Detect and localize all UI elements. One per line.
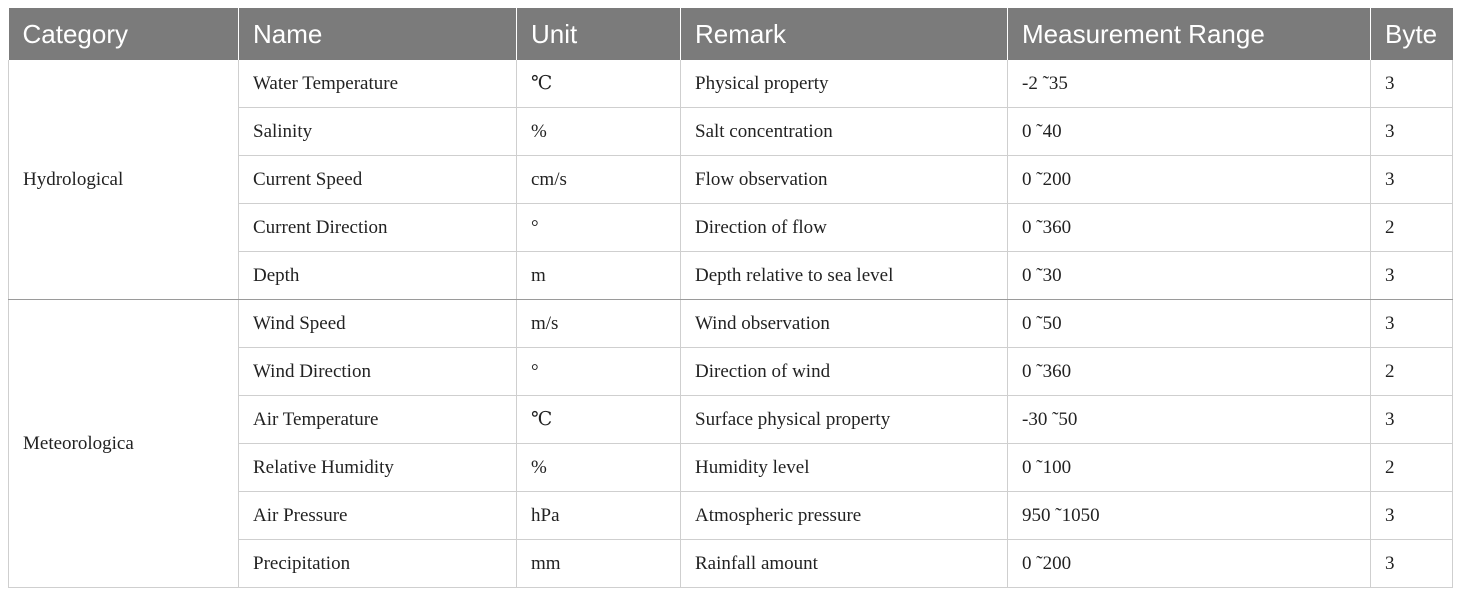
data-table-container xyxy=(8,8,1452,588)
range-cell: 0 ˜100 xyxy=(1008,444,1371,492)
name-cell: Air Temperature xyxy=(239,396,517,444)
range-cell: 0 ˜50 xyxy=(1008,300,1371,348)
header-category: Category xyxy=(9,8,239,60)
header-remark: Remark xyxy=(681,8,1008,60)
unit-cell: mm xyxy=(517,540,681,588)
remark-cell: Humidity level xyxy=(681,444,1008,492)
remark-cell: Rainfall amount xyxy=(681,540,1008,588)
name-cell: Air Pressure xyxy=(239,492,517,540)
name-cell: Wind Speed xyxy=(239,300,517,348)
unit-cell: m/s xyxy=(517,300,681,348)
table-row xyxy=(9,300,1453,348)
range-cell: -30 ˜50 xyxy=(1008,396,1371,444)
unit-cell: m xyxy=(517,252,681,300)
byte-cell: 3 xyxy=(1371,60,1453,108)
header-row xyxy=(9,8,1453,60)
name-cell: Current Speed xyxy=(239,156,517,204)
range-cell: 0 ˜30 xyxy=(1008,252,1371,300)
unit-cell: ℃ xyxy=(517,396,681,444)
remark-cell: Direction of flow xyxy=(681,204,1008,252)
name-cell: Salinity xyxy=(239,108,517,156)
unit-cell: % xyxy=(517,444,681,492)
byte-cell: 2 xyxy=(1371,204,1453,252)
byte-cell: 3 xyxy=(1371,108,1453,156)
category-cell-hydrological: Hydrological xyxy=(9,60,239,300)
remark-cell: Surface physical property xyxy=(681,396,1008,444)
parameters-table xyxy=(8,8,1453,588)
remark-cell: Direction of wind xyxy=(681,348,1008,396)
remark-cell: Salt concentration xyxy=(681,108,1008,156)
remark-cell: Wind observation xyxy=(681,300,1008,348)
remark-cell: Atmospheric pressure xyxy=(681,492,1008,540)
name-cell: Water Temperature xyxy=(239,60,517,108)
remark-cell: Depth relative to sea level xyxy=(681,252,1008,300)
unit-cell: % xyxy=(517,108,681,156)
category-cell-meteorologica: Meteorologica xyxy=(9,300,239,588)
range-cell: 0 ˜360 xyxy=(1008,204,1371,252)
table-header xyxy=(9,8,1453,60)
byte-cell: 2 xyxy=(1371,444,1453,492)
byte-cell: 3 xyxy=(1371,300,1453,348)
remark-cell: Physical property xyxy=(681,60,1008,108)
byte-cell: 3 xyxy=(1371,492,1453,540)
header-byte: Byte xyxy=(1371,8,1453,60)
header-name: Name xyxy=(239,8,517,60)
unit-cell: ° xyxy=(517,204,681,252)
unit-cell: cm/s xyxy=(517,156,681,204)
remark-cell: Flow observation xyxy=(681,156,1008,204)
name-cell: Current Direction xyxy=(239,204,517,252)
unit-cell: ℃ xyxy=(517,60,681,108)
name-cell: Depth xyxy=(239,252,517,300)
name-cell: Relative Humidity xyxy=(239,444,517,492)
range-cell: 0 ˜40 xyxy=(1008,108,1371,156)
byte-cell: 3 xyxy=(1371,540,1453,588)
table-row xyxy=(9,60,1453,108)
range-cell: 0 ˜200 xyxy=(1008,156,1371,204)
byte-cell: 2 xyxy=(1371,348,1453,396)
unit-cell: hPa xyxy=(517,492,681,540)
name-cell: Wind Direction xyxy=(239,348,517,396)
unit-cell: ° xyxy=(517,348,681,396)
range-cell: 0 ˜360 xyxy=(1008,348,1371,396)
name-cell: Precipitation xyxy=(239,540,517,588)
header-measurement-range: Measurement Range xyxy=(1008,8,1371,60)
byte-cell: 3 xyxy=(1371,156,1453,204)
header-unit: Unit xyxy=(517,8,681,60)
byte-cell: 3 xyxy=(1371,396,1453,444)
range-cell: 0 ˜200 xyxy=(1008,540,1371,588)
range-cell: 950 ˜1050 xyxy=(1008,492,1371,540)
table-body xyxy=(9,60,1453,588)
range-cell: -2 ˜35 xyxy=(1008,60,1371,108)
byte-cell: 3 xyxy=(1371,252,1453,300)
